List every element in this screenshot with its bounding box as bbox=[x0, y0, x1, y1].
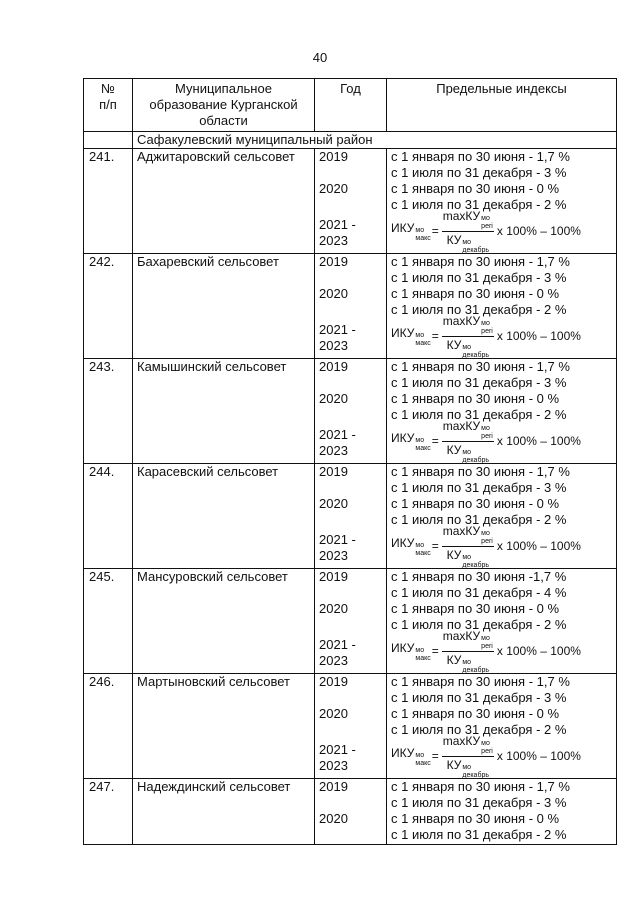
row-indices: с 1 января по 30 июня -1,7 % с 1 июля по 31 декабря - 4 % с 1 января по 30 июня - 0 % с 1 июля по 31 декабря - 2 % ИКУ мо макс = maxКУ мо peri КУ мо декабрь х 100% – 100% bbox=[387, 569, 617, 674]
header-indices: Предельные индексы bbox=[387, 79, 617, 132]
row-number: 243. bbox=[84, 359, 133, 464]
row-indices: с 1 января по 30 июня - 1,7 % с 1 июля по 31 декабря - 3 % с 1 января по 30 июня - 0 % с 1 июля по 31 декабря - 2 % ИКУ мо макс = maxКУ мо peri КУ мо декабрь х 100% – 100% bbox=[387, 149, 617, 254]
row-indices: с 1 января по 30 июня - 1,7 % с 1 июля по 31 декабря - 3 % с 1 января по 30 июня - 0 % с 1 июля по 31 декабря - 2 % bbox=[387, 779, 617, 845]
district-name: Сафакулевский муниципальный район bbox=[133, 132, 617, 149]
row-number: 246. bbox=[84, 674, 133, 779]
row-municipality: Аджитаровский сельсовет bbox=[133, 149, 315, 254]
row-municipality: Мартыновский сельсовет bbox=[133, 674, 315, 779]
row-municipality: Карасевский сельсовет bbox=[133, 464, 315, 569]
row-municipality: Мансуровский сельсовет bbox=[133, 569, 315, 674]
index-formula: ИКУ мо макс = maxКУ мо peri КУ мо декабрь х 100% – 100% bbox=[391, 313, 581, 359]
header-year: Год bbox=[315, 79, 387, 132]
row-number: 241. bbox=[84, 149, 133, 254]
index-formula: ИКУ мо макс = maxКУ мо peri КУ мо декабрь х 100% – 100% bbox=[391, 523, 581, 569]
row-municipality: Бахаревский сельсовет bbox=[133, 254, 315, 359]
page-number: 40 bbox=[312, 50, 328, 65]
header-number: № п/п bbox=[84, 79, 133, 132]
table-row bbox=[84, 569, 617, 674]
indices-table bbox=[83, 78, 617, 845]
row-years: 2019 2020 bbox=[315, 779, 387, 845]
row-years: 2019 2020 2021 - 2023 bbox=[315, 674, 387, 779]
row-number: 244. bbox=[84, 464, 133, 569]
row-indices: с 1 января по 30 июня - 1,7 % с 1 июля по 31 декабря - 3 % с 1 января по 30 июня - 0 % с 1 июля по 31 декабря - 2 % ИКУ мо макс = maxКУ мо peri КУ мо декабрь х 100% – 100% bbox=[387, 464, 617, 569]
table-row bbox=[84, 254, 617, 359]
row-years: 2019 2020 2021 - 2023 bbox=[315, 569, 387, 674]
table-row bbox=[84, 359, 617, 464]
row-municipality: Камышинский сельсовет bbox=[133, 359, 315, 464]
row-years: 2019 2020 2021 - 2023 bbox=[315, 359, 387, 464]
row-years: 2019 2020 2021 - 2023 bbox=[315, 149, 387, 254]
table-row bbox=[84, 464, 617, 569]
table-header-row bbox=[84, 79, 617, 132]
row-number: 247. bbox=[84, 779, 133, 845]
index-formula: ИКУ мо макс = maxКУ мо peri КУ мо декабрь х 100% – 100% bbox=[391, 733, 581, 779]
row-years: 2019 2020 2021 - 2023 bbox=[315, 464, 387, 569]
district-empty-cell bbox=[84, 132, 133, 149]
row-number: 245. bbox=[84, 569, 133, 674]
index-formula: ИКУ мо макс = maxКУ мо peri КУ мо декабрь х 100% – 100% bbox=[391, 418, 581, 464]
header-municipality: Муниципальное образование Курганской области bbox=[133, 79, 315, 132]
row-municipality: Надеждинский сельсовет bbox=[133, 779, 315, 845]
index-formula: ИКУ мо макс = maxКУ мо peri КУ мо декабрь х 100% – 100% bbox=[391, 208, 581, 254]
table-row bbox=[84, 779, 617, 845]
row-years: 2019 2020 2021 - 2023 bbox=[315, 254, 387, 359]
row-indices: с 1 января по 30 июня - 1,7 % с 1 июля по 31 декабря - 3 % с 1 января по 30 июня - 0 % с 1 июля по 31 декабря - 2 % ИКУ мо макс = maxКУ мо peri КУ мо декабрь х 100% – 100% bbox=[387, 254, 617, 359]
table-row bbox=[84, 149, 617, 254]
row-indices: с 1 января по 30 июня - 1,7 % с 1 июля по 31 декабря - 3 % с 1 января по 30 июня - 0 % с 1 июля по 31 декабря - 2 % ИКУ мо макс = maxКУ мо peri КУ мо декабрь х 100% – 100% bbox=[387, 674, 617, 779]
table-row bbox=[84, 674, 617, 779]
row-indices: с 1 января по 30 июня - 1,7 % с 1 июля по 31 декабря - 3 % с 1 января по 30 июня - 0 % с 1 июля по 31 декабря - 2 % ИКУ мо макс = maxКУ мо peri КУ мо декабрь х 100% – 100% bbox=[387, 359, 617, 464]
row-number: 242. bbox=[84, 254, 133, 359]
index-formula: ИКУ мо макс = maxКУ мо peri КУ мо декабрь х 100% – 100% bbox=[391, 628, 581, 674]
district-row bbox=[84, 132, 617, 149]
